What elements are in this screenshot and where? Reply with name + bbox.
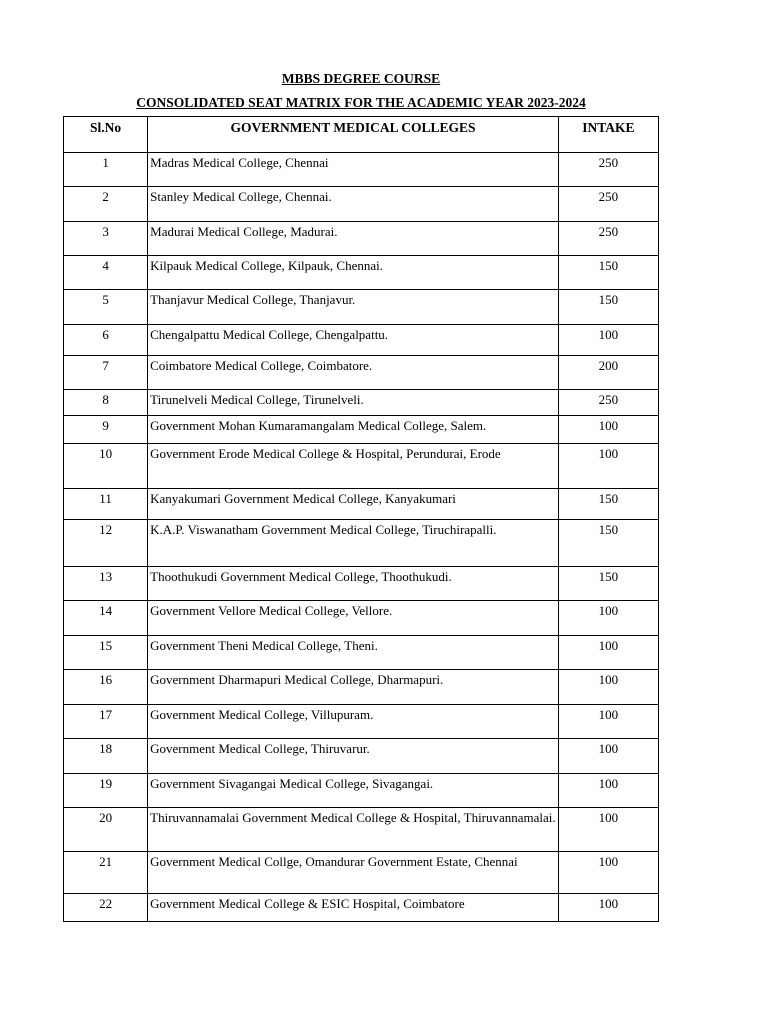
cell-intake: 150 — [558, 520, 658, 567]
cell-slno: 1 — [64, 153, 148, 187]
cell-college-name: Thoothukudi Government Medical College, Thoothukudi. — [148, 567, 559, 601]
table-row — [64, 416, 659, 444]
cell-college-name: Thanjavur Medical College, Thanjavur. — [148, 290, 559, 325]
table-row — [64, 670, 659, 705]
cell-intake: 100 — [558, 636, 658, 670]
cell-intake: 100 — [558, 670, 658, 705]
table-row — [64, 774, 659, 808]
cell-intake: 100 — [558, 416, 658, 444]
seat-matrix-table — [63, 116, 659, 922]
cell-college-name: Madurai Medical College, Madurai. — [148, 222, 559, 256]
table-row — [64, 739, 659, 774]
table-header-row — [64, 117, 659, 153]
cell-slno: 20 — [64, 808, 148, 852]
table-row — [64, 808, 659, 852]
table-row — [64, 325, 659, 356]
column-header-college: GOVERNMENT MEDICAL COLLEGES — [148, 117, 559, 153]
cell-college-name: Government Erode Medical College & Hospital, Perundurai, Erode — [148, 444, 559, 489]
cell-slno: 3 — [64, 222, 148, 256]
cell-slno: 22 — [64, 894, 148, 922]
table-row — [64, 153, 659, 187]
column-header-slno: Sl.No — [64, 117, 148, 153]
table-body — [64, 153, 659, 922]
cell-college-name: K.A.P. Viswanatham Government Medical College, Tiruchirapalli. — [148, 520, 559, 567]
cell-intake: 150 — [558, 489, 658, 520]
cell-slno: 16 — [64, 670, 148, 705]
table-row — [64, 852, 659, 894]
cell-college-name: Government Dharmapuri Medical College, Dharmapuri. — [148, 670, 559, 705]
cell-slno: 9 — [64, 416, 148, 444]
cell-intake: 250 — [558, 187, 658, 222]
cell-slno: 15 — [64, 636, 148, 670]
cell-intake: 100 — [558, 852, 658, 894]
cell-intake: 150 — [558, 567, 658, 601]
cell-slno: 19 — [64, 774, 148, 808]
table-row — [64, 390, 659, 416]
cell-slno: 13 — [64, 567, 148, 601]
cell-intake: 100 — [558, 739, 658, 774]
cell-slno: 17 — [64, 705, 148, 739]
cell-intake: 100 — [558, 808, 658, 852]
cell-college-name: Kilpauk Medical College, Kilpauk, Chennai. — [148, 256, 559, 290]
document-title: MBBS DEGREE COURSE — [281, 71, 441, 86]
cell-intake: 100 — [558, 325, 658, 356]
cell-college-name: Government Medical College & ESIC Hospital, Coimbatore — [148, 894, 559, 922]
table-row — [64, 705, 659, 739]
cell-intake: 150 — [558, 290, 658, 325]
cell-intake: 250 — [558, 222, 658, 256]
cell-intake: 250 — [558, 390, 658, 416]
cell-college-name: Kanyakumari Government Medical College, Kanyakumari — [148, 489, 559, 520]
cell-slno: 14 — [64, 601, 148, 636]
cell-intake: 100 — [558, 444, 658, 489]
cell-slno: 7 — [64, 356, 148, 390]
cell-college-name: Tirunelveli Medical College, Tirunelveli. — [148, 390, 559, 416]
document-subtitle: CONSOLIDATED SEAT MATRIX FOR THE ACADEMIC YEAR 2023-2024 — [136, 95, 586, 110]
cell-slno: 4 — [64, 256, 148, 290]
cell-slno: 10 — [64, 444, 148, 489]
cell-intake: 100 — [558, 705, 658, 739]
cell-college-name: Government Sivagangai Medical College, Sivagangai. — [148, 774, 559, 808]
cell-intake: 100 — [558, 601, 658, 636]
cell-college-name: Thiruvannamalai Government Medical College & Hospital, Thiruvannamalai. — [148, 808, 559, 852]
table-row — [64, 601, 659, 636]
cell-college-name: Government Mohan Kumaramangalam Medical College, Salem. — [148, 416, 559, 444]
table-row — [64, 520, 659, 567]
cell-slno: 11 — [64, 489, 148, 520]
cell-slno: 6 — [64, 325, 148, 356]
cell-slno: 21 — [64, 852, 148, 894]
table-row — [64, 444, 659, 489]
table-row — [64, 290, 659, 325]
cell-college-name: Government Vellore Medical College, Vellore. — [148, 601, 559, 636]
cell-college-name: Madras Medical College, Chennai — [148, 153, 559, 187]
cell-slno: 5 — [64, 290, 148, 325]
cell-intake: 150 — [558, 256, 658, 290]
cell-slno: 2 — [64, 187, 148, 222]
cell-college-name: Chengalpattu Medical College, Chengalpattu. — [148, 325, 559, 356]
cell-slno: 8 — [64, 390, 148, 416]
cell-college-name: Stanley Medical College, Chennai. — [148, 187, 559, 222]
cell-intake: 200 — [558, 356, 658, 390]
cell-intake: 250 — [558, 153, 658, 187]
table-row — [64, 256, 659, 290]
cell-college-name: Coimbatore Medical College, Coimbatore. — [148, 356, 559, 390]
table-row — [64, 222, 659, 256]
cell-college-name: Government Medical Collge, Omandurar Government Estate, Chennai — [148, 852, 559, 894]
table-row — [64, 894, 659, 922]
cell-intake: 100 — [558, 774, 658, 808]
column-header-intake: INTAKE — [558, 117, 658, 153]
table-row — [64, 187, 659, 222]
table-row — [64, 636, 659, 670]
cell-intake: 100 — [558, 894, 658, 922]
table-row — [64, 356, 659, 390]
cell-slno: 12 — [64, 520, 148, 567]
cell-college-name: Government Medical College, Thiruvarur. — [148, 739, 559, 774]
cell-college-name: Government Medical College, Villupuram. — [148, 705, 559, 739]
cell-college-name: Government Theni Medical College, Theni. — [148, 636, 559, 670]
table-row — [64, 567, 659, 601]
table-row — [64, 489, 659, 520]
cell-slno: 18 — [64, 739, 148, 774]
